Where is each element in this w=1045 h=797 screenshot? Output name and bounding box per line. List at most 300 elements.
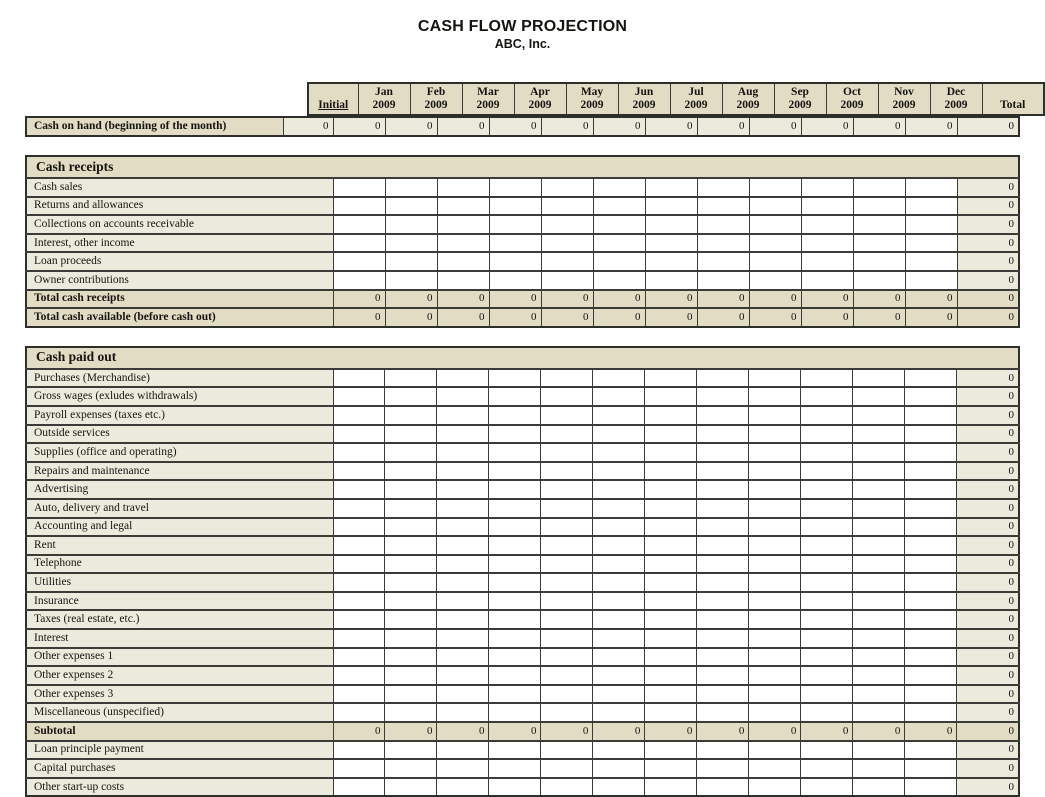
- month-cell: [645, 555, 697, 574]
- month-cell: [749, 778, 801, 797]
- month-cell: [489, 555, 541, 574]
- month-cell: [541, 592, 593, 611]
- table-row: [26, 555, 1019, 574]
- row-label: Subtotal: [26, 722, 333, 741]
- month-cell: [697, 215, 749, 234]
- row-label: Interest, other income: [26, 234, 333, 253]
- table-row: [26, 536, 1019, 555]
- month-cell: [541, 387, 593, 406]
- cash-on-hand-row: [26, 117, 1019, 136]
- month-cell: [801, 555, 853, 574]
- column-header-strip: [307, 82, 1045, 116]
- month-cell: [801, 592, 853, 611]
- month-cell: [905, 648, 957, 667]
- month-cell: [593, 685, 645, 704]
- month-cell: [593, 666, 645, 685]
- month-cell: [749, 555, 801, 574]
- month-cell: [853, 573, 905, 592]
- month-cell: [853, 271, 905, 290]
- month-cell: [385, 197, 437, 216]
- table-row: [26, 234, 1019, 253]
- month-cell: [437, 703, 489, 722]
- table-row: [26, 369, 1019, 388]
- month-cell: [697, 425, 749, 444]
- month-cell: [801, 648, 853, 667]
- month-cell: [333, 685, 385, 704]
- month-cell: [905, 685, 957, 704]
- row-total-cell: 0: [957, 555, 1019, 574]
- month-cell: [645, 443, 697, 462]
- month-cell: [489, 425, 541, 444]
- month-cell: [333, 703, 385, 722]
- month-cell: [749, 443, 801, 462]
- month-cell: 0: [749, 290, 801, 309]
- row-label: Telephone: [26, 555, 333, 574]
- month-cell: [801, 425, 853, 444]
- month-cell: [905, 480, 957, 499]
- month-cell: [905, 703, 957, 722]
- table-row: [26, 387, 1019, 406]
- month-cell: [489, 759, 541, 778]
- month-cell: [697, 443, 749, 462]
- month-cell: 0: [905, 722, 957, 741]
- month-cell: [645, 252, 697, 271]
- header-year-line: 2009: [892, 99, 916, 111]
- month-cell: [437, 252, 489, 271]
- header-year-line: 2009: [684, 99, 708, 111]
- month-cell: [749, 610, 801, 629]
- month-cell: 0: [333, 722, 385, 741]
- month-cell: [541, 462, 593, 481]
- month-cell: [385, 518, 437, 537]
- month-cell: [541, 499, 593, 518]
- row-total-cell: 0: [957, 741, 1019, 760]
- column-header-month: [618, 83, 670, 115]
- table-row: [26, 215, 1019, 234]
- month-cell: [853, 648, 905, 667]
- month-cell: [853, 518, 905, 537]
- month-cell: [333, 518, 385, 537]
- row-total-cell: 0: [957, 215, 1019, 234]
- row-total-cell: 0: [957, 573, 1019, 592]
- month-cell: [801, 387, 853, 406]
- month-cell: [333, 234, 385, 253]
- row-total-cell: 0: [957, 666, 1019, 685]
- value-cell: 0: [593, 117, 645, 136]
- month-cell: [801, 443, 853, 462]
- row-total-cell: 0: [957, 703, 1019, 722]
- header-month-line: Jan: [375, 86, 393, 98]
- month-cell: [385, 406, 437, 425]
- month-cell: [801, 741, 853, 760]
- month-cell: [749, 480, 801, 499]
- month-cell: [905, 425, 957, 444]
- month-cell: [593, 252, 645, 271]
- month-cell: [749, 252, 801, 271]
- month-cell: [697, 759, 749, 778]
- month-cell: [385, 252, 437, 271]
- month-cell: 0: [749, 308, 801, 327]
- header-month-line: Mar: [477, 86, 499, 98]
- row-total-cell: 0: [957, 406, 1019, 425]
- month-cell: [697, 778, 749, 797]
- month-cell: 0: [541, 290, 593, 309]
- header-month-line: Dec: [946, 86, 966, 98]
- row-label: Owner contributions: [26, 271, 333, 290]
- month-cell: [853, 443, 905, 462]
- month-cell: [645, 573, 697, 592]
- column-header-month: [774, 83, 826, 115]
- month-cell: [489, 518, 541, 537]
- title-block: [25, 0, 1020, 52]
- month-cell: 0: [905, 308, 957, 327]
- month-cell: [541, 443, 593, 462]
- row-total-cell: 0: [957, 369, 1019, 388]
- month-cell: [645, 778, 697, 797]
- month-cell: [541, 197, 593, 216]
- row-total-cell: 0: [957, 536, 1019, 555]
- row-label: Supplies (office and operating): [26, 443, 333, 462]
- cash-on-hand-body: [26, 117, 1019, 136]
- month-cell: [437, 406, 489, 425]
- month-cell: [801, 369, 853, 388]
- section-header-row: [26, 347, 1019, 369]
- month-cell: [853, 197, 905, 216]
- table-row: [26, 271, 1019, 290]
- month-cell: [853, 536, 905, 555]
- table-row: [26, 629, 1019, 648]
- month-cell: [437, 369, 489, 388]
- month-cell: [593, 499, 645, 518]
- table-row: [26, 518, 1019, 537]
- month-cell: [697, 387, 749, 406]
- month-cell: [749, 518, 801, 537]
- month-cell: [489, 629, 541, 648]
- month-cell: [437, 555, 489, 574]
- month-cell: [333, 462, 385, 481]
- month-cell: [593, 648, 645, 667]
- month-cell: [801, 518, 853, 537]
- month-cell: [333, 592, 385, 611]
- month-cell: [489, 573, 541, 592]
- month-cell: [801, 499, 853, 518]
- month-cell: [749, 685, 801, 704]
- month-cell: [853, 629, 905, 648]
- month-cell: [905, 666, 957, 685]
- row-label: Purchases (Merchandise): [26, 369, 333, 388]
- row-label: Other start-up costs: [26, 778, 333, 797]
- month-cell: [489, 536, 541, 555]
- month-cell: [697, 234, 749, 253]
- header-month-line: Nov: [894, 86, 914, 98]
- month-cell: [385, 648, 437, 667]
- month-cell: 0: [697, 308, 749, 327]
- header-year-line: 2009: [424, 99, 448, 111]
- month-cell: [593, 462, 645, 481]
- row-label: Loan proceeds: [26, 252, 333, 271]
- row-label: Auto, delivery and travel: [26, 499, 333, 518]
- month-cell: [437, 573, 489, 592]
- row-label: Outside services: [26, 425, 333, 444]
- month-cell: [905, 234, 957, 253]
- month-cell: [645, 406, 697, 425]
- month-cell: [905, 573, 957, 592]
- month-cell: [853, 592, 905, 611]
- month-cell: [489, 648, 541, 667]
- value-cell: 0: [905, 117, 957, 136]
- table-row: [26, 759, 1019, 778]
- month-cell: [593, 234, 645, 253]
- month-cell: [437, 629, 489, 648]
- month-cell: 0: [697, 722, 749, 741]
- table-row: [26, 462, 1019, 481]
- value-cell: 0: [385, 117, 437, 136]
- month-cell: [541, 703, 593, 722]
- table-row: [26, 308, 1019, 327]
- month-cell: [905, 197, 957, 216]
- month-cell: [905, 406, 957, 425]
- month-cell: [385, 215, 437, 234]
- column-header-month: [410, 83, 462, 115]
- month-cell: [593, 518, 645, 537]
- month-cell: [593, 215, 645, 234]
- month-cell: [749, 215, 801, 234]
- row-total-cell: 0: [957, 387, 1019, 406]
- month-cell: [541, 406, 593, 425]
- month-cell: [801, 536, 853, 555]
- month-cell: [489, 610, 541, 629]
- column-header-month: [826, 83, 878, 115]
- table-row: [26, 648, 1019, 667]
- month-cell: [385, 369, 437, 388]
- column-header-month: [514, 83, 566, 115]
- month-cell: [905, 759, 957, 778]
- month-cell: 0: [905, 290, 957, 309]
- month-cell: [593, 369, 645, 388]
- month-cell: [697, 610, 749, 629]
- month-cell: [541, 610, 593, 629]
- month-cell: [333, 387, 385, 406]
- month-cell: [905, 536, 957, 555]
- row-total-cell: 0: [957, 178, 1019, 197]
- month-cell: [905, 518, 957, 537]
- header-year-line: 2009: [944, 99, 968, 111]
- month-cell: [645, 741, 697, 760]
- month-cell: [749, 234, 801, 253]
- row-total-cell: 0: [957, 252, 1019, 271]
- month-cell: [385, 387, 437, 406]
- month-cell: [385, 462, 437, 481]
- month-cell: [437, 648, 489, 667]
- month-cell: [333, 499, 385, 518]
- row-label: Collections on accounts receivable: [26, 215, 333, 234]
- month-cell: [749, 197, 801, 216]
- section-title: Cash receipts: [26, 156, 1019, 178]
- month-cell: [853, 703, 905, 722]
- month-cell: [593, 629, 645, 648]
- header-year-line: 2009: [632, 99, 656, 111]
- row-label: Utilities: [26, 573, 333, 592]
- month-cell: [801, 480, 853, 499]
- header-month-line: Apr: [530, 86, 550, 98]
- month-cell: [853, 425, 905, 444]
- row-label: Cash on hand (beginning of the month): [26, 117, 283, 136]
- row-total-cell: 0: [957, 648, 1019, 667]
- month-cell: 0: [437, 722, 489, 741]
- month-cell: [333, 197, 385, 216]
- month-cell: [333, 629, 385, 648]
- month-cell: [333, 759, 385, 778]
- column-header-month: [878, 83, 930, 115]
- month-cell: [489, 592, 541, 611]
- row-label: Capital purchases: [26, 759, 333, 778]
- month-cell: [697, 629, 749, 648]
- month-cell: [749, 648, 801, 667]
- month-cell: [593, 778, 645, 797]
- month-cell: [385, 234, 437, 253]
- month-cell: [489, 685, 541, 704]
- month-cell: 0: [489, 308, 541, 327]
- month-cell: [853, 555, 905, 574]
- month-cell: 0: [853, 290, 905, 309]
- month-cell: 0: [801, 308, 853, 327]
- month-cell: [437, 462, 489, 481]
- month-cell: [905, 499, 957, 518]
- row-label: Loan principle payment: [26, 741, 333, 760]
- month-cell: [437, 685, 489, 704]
- row-total-cell: 0: [957, 197, 1019, 216]
- month-cell: [853, 778, 905, 797]
- month-cell: [541, 778, 593, 797]
- month-cell: [593, 555, 645, 574]
- month-cell: [749, 741, 801, 760]
- value-cell: 0: [853, 117, 905, 136]
- month-cell: [749, 536, 801, 555]
- month-cell: [697, 406, 749, 425]
- month-cell: [905, 610, 957, 629]
- month-cell: [593, 759, 645, 778]
- month-cell: [645, 425, 697, 444]
- month-cell: [697, 741, 749, 760]
- month-cell: [905, 443, 957, 462]
- value-cell: 0: [749, 117, 801, 136]
- month-cell: [593, 610, 645, 629]
- month-cell: [333, 555, 385, 574]
- month-cell: [749, 629, 801, 648]
- row-label: Other expenses 2: [26, 666, 333, 685]
- month-cell: [801, 759, 853, 778]
- table-row: [26, 425, 1019, 444]
- month-cell: [697, 499, 749, 518]
- month-cell: [385, 499, 437, 518]
- header-year-line: 2009: [840, 99, 864, 111]
- month-cell: [333, 610, 385, 629]
- section-tables-container: [25, 155, 1020, 797]
- month-cell: [489, 215, 541, 234]
- month-cell: [697, 685, 749, 704]
- column-header-month: [566, 83, 618, 115]
- row-label: Other expenses 1: [26, 648, 333, 667]
- month-cell: [645, 592, 697, 611]
- month-cell: [385, 610, 437, 629]
- row-total-cell: 0: [957, 778, 1019, 797]
- month-cell: [853, 215, 905, 234]
- month-cell: [853, 406, 905, 425]
- month-cell: [541, 234, 593, 253]
- row-label: Accounting and legal: [26, 518, 333, 537]
- month-cell: [697, 462, 749, 481]
- month-cell: [801, 685, 853, 704]
- month-cell: 0: [749, 722, 801, 741]
- month-cell: [905, 592, 957, 611]
- month-cell: [541, 685, 593, 704]
- month-cell: [437, 425, 489, 444]
- month-cell: 0: [489, 722, 541, 741]
- month-cell: [645, 759, 697, 778]
- month-cell: 0: [385, 722, 437, 741]
- month-cell: [333, 648, 385, 667]
- month-cell: [801, 462, 853, 481]
- month-cell: [801, 573, 853, 592]
- month-cell: [853, 741, 905, 760]
- month-cell: [905, 741, 957, 760]
- month-cell: [801, 610, 853, 629]
- month-cell: [645, 234, 697, 253]
- month-cell: [437, 536, 489, 555]
- month-cell: [853, 685, 905, 704]
- month-cell: [697, 271, 749, 290]
- month-cell: [437, 178, 489, 197]
- month-cell: [541, 741, 593, 760]
- month-cell: [593, 480, 645, 499]
- month-cell: [385, 536, 437, 555]
- month-cell: [749, 666, 801, 685]
- table-row: [26, 178, 1019, 197]
- header-month-line: May: [580, 86, 604, 98]
- row-total-cell: 0: [957, 443, 1019, 462]
- month-cell: [437, 741, 489, 760]
- table-row: [26, 685, 1019, 704]
- spreadsheet: [25, 0, 1026, 797]
- month-cell: [749, 462, 801, 481]
- row-total-cell: 0: [957, 290, 1019, 309]
- month-cell: [801, 215, 853, 234]
- month-cell: [853, 252, 905, 271]
- row-label: Advertising: [26, 480, 333, 499]
- table-row: [26, 499, 1019, 518]
- table-row: [26, 573, 1019, 592]
- month-cell: [437, 197, 489, 216]
- month-cell: [853, 369, 905, 388]
- month-cell: [333, 425, 385, 444]
- month-cell: [593, 197, 645, 216]
- month-cell: 0: [489, 290, 541, 309]
- month-cell: [853, 499, 905, 518]
- month-cell: [385, 703, 437, 722]
- column-header-month: [722, 83, 774, 115]
- table-row: [26, 252, 1019, 271]
- month-cell: [645, 648, 697, 667]
- month-cell: [645, 499, 697, 518]
- month-cell: 0: [541, 308, 593, 327]
- month-cell: [645, 685, 697, 704]
- month-cell: [749, 406, 801, 425]
- month-cell: [645, 610, 697, 629]
- month-cell: [593, 178, 645, 197]
- month-cell: [489, 741, 541, 760]
- month-cell: [593, 443, 645, 462]
- month-cell: [697, 480, 749, 499]
